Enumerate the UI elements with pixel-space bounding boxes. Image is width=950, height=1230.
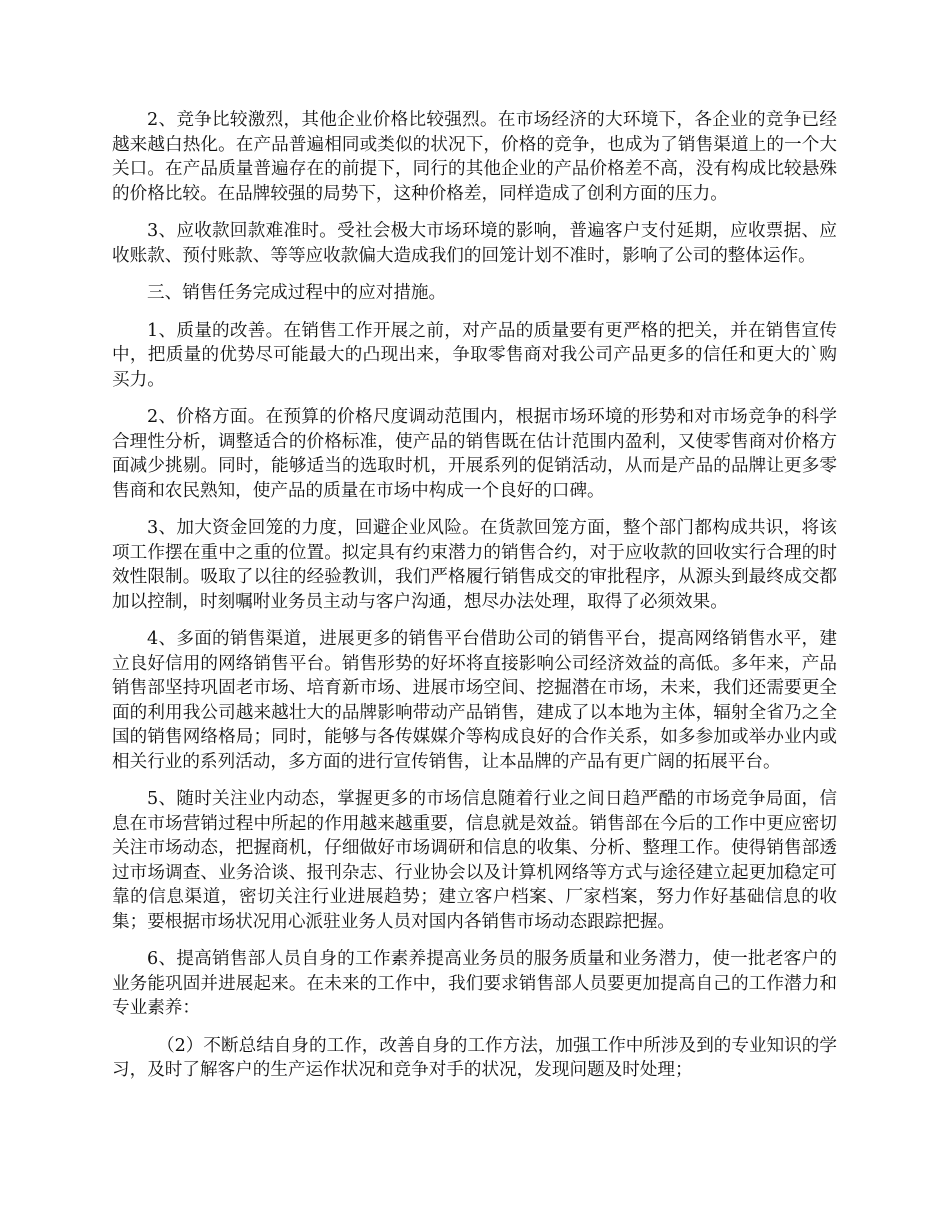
paragraph-sub-item-2: （2）不断总结自身的工作，改善自身的工作方法，加强工作中所涉及到的专业知识的学习，及时了解客户的生产运作状况和竞争对手的状况，发现问题及时处理； xyxy=(112,1035,837,1080)
section-heading-measures: 三、销售任务完成过程中的应对措施。 xyxy=(147,283,447,303)
paragraph-staff-quality: 6、提高销售部人员自身的工作素养提高业务员的服务质量和业务潜力，使一批老客户的业务能巩固并进展起来。在未来的工作中，我们要求销售部人员要更加提高自己的工作潜力和专业素养： xyxy=(112,949,837,1018)
paragraph-quality: 1、质量的改善。在销售工作开展之前，对产品的质量要有更严格的把关，并在销售宣传中，把质量的优势尽可能最大的凸现出来，争取零售商对我公司产品更多的信任和更大的`购买力。 xyxy=(112,320,837,390)
paragraph-competition: 2、竞争比较激烈，其他企业价格比较强烈。在市场经济的大环境下，各企业的竞争已经越来越白热化。在产品普遍相同或类似的状况下，价格的竞争，也成为了销售渠道上的一个大关口。在产品质量普遍存在的前提下，同行的其他企业的产品价格差不高，没有构成比较悬殊的价格比较。在品牌较强的局势下，这种价格差，同样造成了创利方面的压力。 xyxy=(112,110,837,204)
paragraph-sales-channels: 4、多面的销售渠道，进展更多的销售平台借助公司的销售平台，提高网络销售水平，建立良好信用的网络销售平台。销售形势的好坏将直接影响公司经济效益的高低。多年来，产品销售部坚持巩固老市场、培育新市场、进展市场空间、挖掘潜在市场，未来，我们还需要更全面的利用我公司越来越壮大的品牌影响带动产品销售，建成了以本地为主体，辐射全省乃之全国的销售网络格局；同时，能够与各传媒媒介等构成良好的合作关系，如多参加或举办业内或相关行业的系列活动，多方面的进行宣传销售，让本品牌的产品有更广阔的拓展平台。 xyxy=(112,629,837,772)
document-body xyxy=(112,108,837,1096)
paragraph-capital-recovery: 3、加大资金回笼的力度，回避企业风险。在货款回笼方面，整个部门都构成共识，将该项工作摆在重中之重的位置。拟定具有约束潜力的销售合约，对于应收款的回收实行合理的时效性限制。吸取了以往的经验教训，我们严格履行销售成交的审批程序，从源头到最终成交都加以控制，时刻嘱咐业务员主动与客户沟通，想尽办法处理，取得了必须效果。 xyxy=(112,518,837,612)
paragraph-receivables: 3、应收款回款难准时。受社会极大市场环境的影响，普遍客户支付延期，应收票据、应收账款、预付账款、等等应收款偏大造成我们的回笼计划不准时，影响了公司的整体运作。 xyxy=(112,221,837,266)
paragraph-industry-dynamics: 5、随时关注业内动态，掌握更多的市场信息随着行业之间日趋严酷的市场竞争局面，信息在市场营销过程中所起的作用越来越重要，信息就是效益。销售部在今后的工作中更应密切关注市场动态，把握商机，仔细做好市场调研和信息的收集、分析、整理工作。使得销售部透过市场调查、业务洽谈、报刊杂志、行业协会以及计算机网络等方式与途径建立起更加稳定可靠的信息渠道，密切关注行业进展趋势；建立客户档案、厂家档案，努力作好基础信息的收集；要根据市场状况用心派驻业务人员对国内各销售市场动态跟踪把握。 xyxy=(112,789,837,932)
paragraph-price: 2、价格方面。在预算的价格尺度调动范围内，根据市场环境的形势和对市场竞争的科学合理性分析，调整适合的价格标准，使产品的销售既在估计范围内盈利，又使零售商对价格方面减少挑剔。同时，能够适当的选取时机，开展系列的促销活动，从而是产品的品牌让更多零售商和农民熟知，使产品的质量在市场中构成一个良好的口碑。 xyxy=(112,407,837,501)
